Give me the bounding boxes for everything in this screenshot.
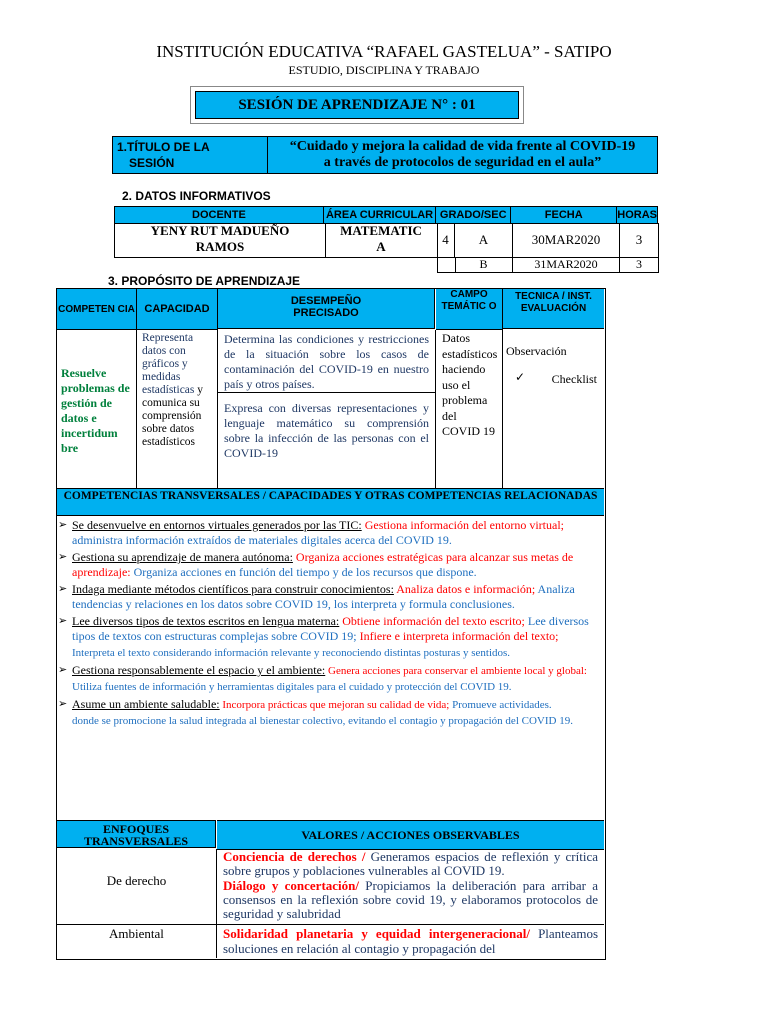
docente-cell [114,223,326,258]
session-title-line2: a través de protocolos de seguridad en el aula” [323,155,602,170]
fecha-b-cell: 31MAR2020 [513,257,620,273]
institution-title: INSTITUCIÓN EDUCATIVA “RAFAEL GASTELUA” - SATIPO [156,42,612,61]
col-desempeno-line1: DESEMPEÑO [290,295,362,307]
desempeno-1: Determina las condiciones y restricciones de la situación sobre los casos de contaminación del COVID-19 en nuestro país y otros países. [218,330,435,393]
sec-b-cell: B [455,257,513,273]
col-desempeno [218,289,435,329]
valores-derecho [217,849,604,925]
col-competencia: COMPETEN CIA [57,289,137,330]
transversal-item: ➢ Gestiona su aprendizaje de manera autónoma: Organiza acciones estratégicas para alcanzar sus metas de aprendizaje: Organiza acciones en función del tiempo y de los recursos que dispone. [58,550,574,579]
col-docente: DOCENTE [115,207,324,224]
col-fecha: FECHA [511,207,617,224]
desempeno-cell [218,330,436,488]
transversales-list [58,518,598,729]
transversales-heading: COMPETENCIAS TRANSVERSALES / CAPACIDADES Y OTRAS COMPETENCIAS RELACIONADAS [57,488,604,516]
session-title-line1: “Cuidado y mejora la calidad de vida frente al COVID-19 [289,139,636,154]
competencia-cell [57,330,137,488]
campo-cell [436,330,503,488]
area-line1: MATEMATIC [340,223,422,238]
col-valores: VALORES / ACCIONES OBSERVABLES [217,820,604,850]
transversal-item: ➢ Indaga mediante métodos científicos para construir conocimientos: Analiza datos e información; Analiza tendencias y relaciones en los datos sobre COVID 19, los interpreta y formula conclusiones. [58,582,575,611]
col-capacidad: CAPACIDAD [137,289,218,330]
datos-table [114,206,658,224]
grado-cell: 4 [437,223,455,258]
title-label [113,137,268,174]
capacidad-cell [137,330,218,488]
area-cell [325,223,438,258]
col-tecnica-line1: TECNICA / INST. [515,291,592,302]
horas-b-cell: 3 [620,257,659,273]
transversal-item: ➢ Se desenvuelve en entornos virtuales generados por las TIC: Gestiona información del entorno virtual; administra información extraídos de materiales digitales acerca del COVID 19. [58,518,564,547]
transversal-item: ➢ Lee diversos tipos de textos escritos en lengua materna: Obtiene información del texto escrito; Lee diversos tipos de textos con estructuras complejas sobre COVID 19; Infiere e interpreta información del texto; Interpreta el texto considerando información relevante y reconociendo distintas posturas y sentidos. [58,614,589,659]
title-table [112,136,658,174]
fecha-a-cell: 30MAR2020 [513,223,620,258]
session-title [268,137,658,174]
valor-solidaridad: Solidaridad planetaria y equidad intergeneracional/ Planteamos soluciones en relación al contagio y propagación del [223,926,599,956]
check-icon: ✓ [515,370,526,384]
transversal-item: ➢ Gestiona responsablemente el espacio y el ambiente: Genera acciones para conservar el ambiente local y global: Utiliza fuentes de información y herramientas digitales para el cuidado y protección del COVID 19. [58,663,587,693]
sec-a-cell: A [455,223,513,258]
enfoque-ambiental: Ambiental [57,925,217,958]
enfoque-derecho: De derecho [57,849,217,925]
horas-a-cell: 3 [620,223,659,258]
docente-name-line1: YENY RUT MADUEÑO [150,223,290,238]
area-line2: A [376,239,386,254]
title-label-line1: 1.TÍTULO DE LA [117,140,210,154]
valor-dialogo: Diálogo y concertación/ Propiciamos la deliberación para arribar a consensos en la reflexión sobre covid 19, y elaboramos protocolos de seguridad y salubridad [223,878,598,921]
instrumento-text: Checklist [551,372,597,386]
docente-name-line2: RAMOS [195,239,245,254]
session-frame [190,86,524,124]
col-grado: GRADO/SEC [436,207,511,224]
competencia-text: Resuelve problemas de gestión de datos e incertidum bre [61,366,130,455]
title-label-line2: SESIÓN [129,156,175,170]
tecnica-cell [503,330,604,488]
col-enfoques: ENFOQUES TRANSVERSALES [57,820,216,848]
valores-ambiental [217,925,604,958]
desempeno-2: Expresa con diversas representaciones y lenguaje matemático su comprensión sobre la infección de las personas con el COVID-19 [224,401,429,460]
campo-text: Datos estadísticos haciendo uso el problema del COVID 19 [442,331,498,438]
session-number: SESIÓN DE APRENDIZAJE N° : 01 [195,91,519,119]
institution-motto: ESTUDIO, DISCIPLINA Y TRABAJO [288,63,480,77]
col-area: ÁREA CURRICULAR [323,207,435,224]
tecnica-text: Observación [506,344,567,358]
proposito-heading: 3. PROPÓSITO DE APRENDIZAJE [108,274,301,288]
col-horas: HORAS [617,207,658,224]
valor-conciencia: Conciencia de derechos / Generamos espacios de reflexión y crítica sobre grupos y poblaciones vulnerables al COVID 19. [223,849,598,878]
transversal-item: ➢ Asume un ambiente saludable: Incorpora prácticas que mejoran su calidad de vida; Promueve actividades. donde se promocione la salud integrada al bienestar colectivo, evitando el contagio y propagación del COVID 19. [58,697,573,727]
col-desempeno-line2: PRECISADO [293,307,359,319]
col-tecnica-line2: EVALUACIÓN [520,303,587,314]
col-tecnica [503,289,604,329]
capacidad-text: Representa datos con gráficos y medidas estadísticas y comunica su comprensión sobre datos estadísticos [142,332,203,448]
datos-heading: 2. DATOS INFORMATIVOS [122,189,271,203]
grado-b-cell [437,257,456,273]
col-campo: CAMPO TEMÁTIC O [436,289,503,330]
